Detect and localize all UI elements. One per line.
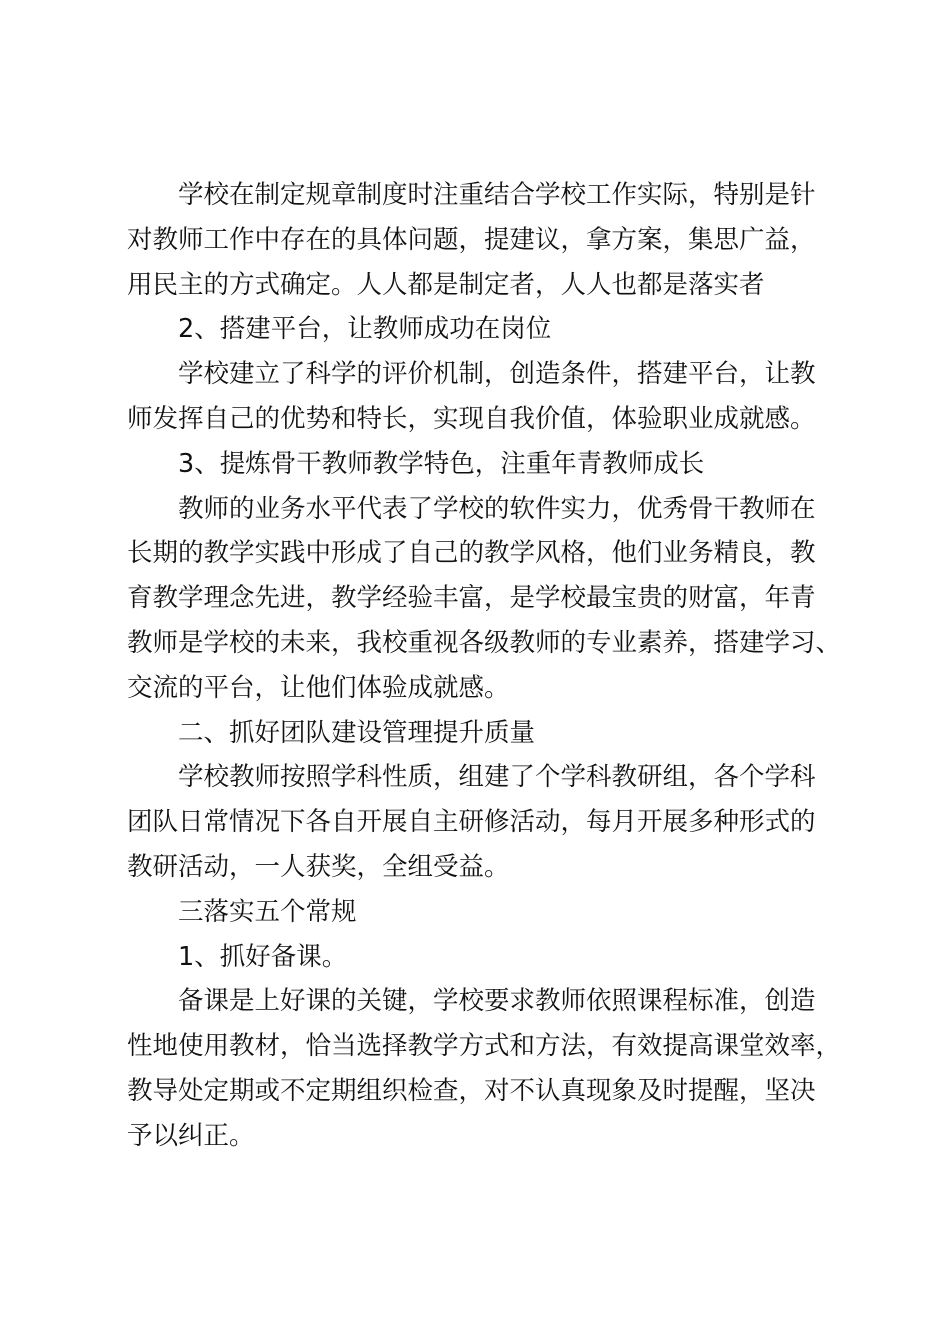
section-heading — [127, 935, 852, 980]
section-heading — [127, 711, 852, 756]
paragraph-line: 教师是学校的未来，我校重视各级教师的专业素养，搭建学习、 — [127, 627, 842, 658]
paragraph-line: 性地使用教材，恰当选择教学方式和方法，有效提高课堂效率， — [127, 1031, 842, 1062]
paragraph-line: 团队日常情况下各自开展自主研修活动，每月开展多种形式的 — [127, 807, 816, 838]
heading-line: 3、提炼骨干教师教学特色，注重年青教师成长 — [178, 448, 705, 479]
heading-line: 1、抓好备课。 — [178, 941, 348, 972]
paragraph-line: 师发挥自己的优势和特长，实现自我价值，体验职业成就感。 — [127, 403, 816, 434]
paragraph-line: 交流的平台，让他们体验成就感。 — [127, 672, 510, 703]
heading-line: 2、搭建平台，让教师成功在岗位 — [178, 314, 552, 345]
section-heading — [127, 890, 852, 935]
paragraph-line: 长期的教学实践中形成了自己的教学风格，他们业务精良，教 — [127, 538, 816, 569]
paragraph-line: 予以纠正。 — [127, 1120, 255, 1151]
heading-line: 二、抓好团队建设管理提升质量 — [178, 717, 536, 748]
body-paragraph — [127, 173, 852, 307]
paragraph-line: 教导处定期或不定期组织检查，对不认真现象及时提醒，坚决 — [127, 1075, 816, 1106]
body-paragraph — [127, 352, 852, 442]
paragraph-line: 用民主的方式确定。人人都是制定者，人人也都是落实者 — [127, 269, 765, 300]
section-heading — [127, 307, 852, 352]
paragraph-line: 教师的业务水平代表了学校的软件实力，优秀骨干教师在 — [178, 493, 816, 524]
body-paragraph — [127, 755, 852, 889]
paragraph-line: 学校在制定规章制度时注重结合学校工作实际，特别是针 — [178, 180, 816, 210]
paragraph-line: 学校教师按照学科性质，组建了个学科教研组，各个学科 — [178, 762, 816, 793]
paragraph-line: 对教师工作中存在的具体问题，提建议，拿方案，集思广益， — [127, 224, 816, 255]
heading-line: 三落实五个常规 — [178, 896, 357, 927]
paragraph-line: 学校建立了科学的评价机制，创造条件，搭建平台，让教 — [178, 359, 816, 390]
body-paragraph — [127, 487, 852, 711]
paragraph-line: 教研活动，一人获奖，全组受益。 — [127, 851, 510, 882]
body-paragraph — [127, 979, 852, 1158]
section-heading — [127, 442, 852, 487]
paragraph-line: 育教学理念先进，教学经验丰富，是学校最宝贵的财富，年青 — [127, 583, 816, 614]
paragraph-line: 备课是上好课的关键，学校要求教师依照课程标准，创造 — [178, 986, 816, 1017]
document-body — [127, 173, 852, 1159]
